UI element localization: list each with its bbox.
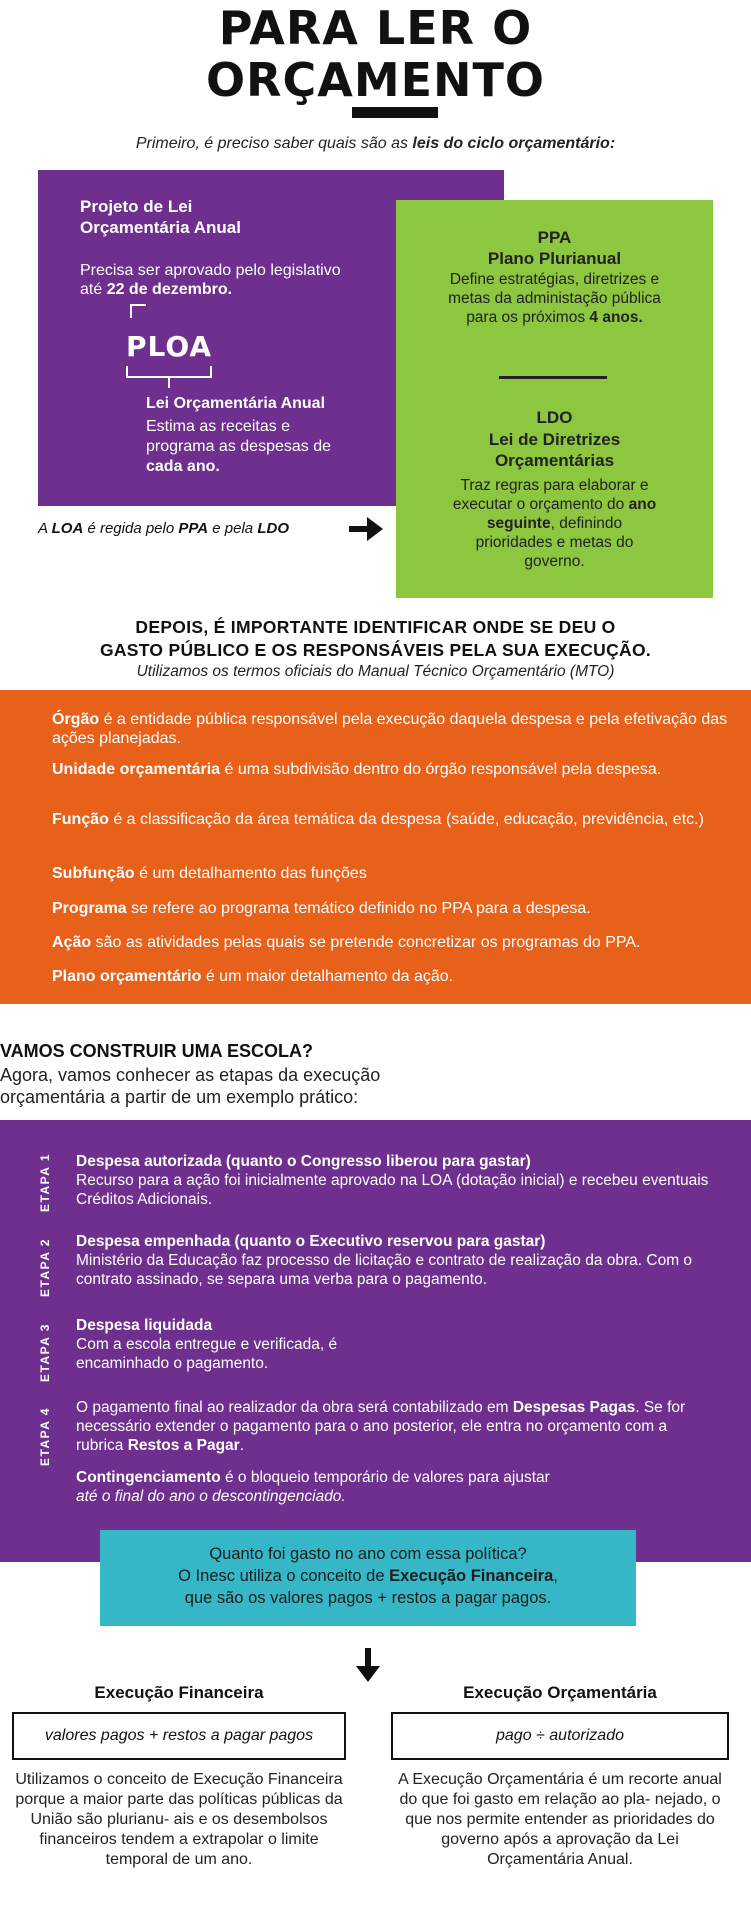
financeira-title: Execução Financeira bbox=[94, 1683, 264, 1702]
bracket-connector bbox=[126, 366, 212, 378]
ploa-description: Precisa ser aprovado pelo legislativo até 22 de dezembro. bbox=[80, 262, 341, 298]
definitions-box bbox=[0, 690, 751, 1004]
definition-item: Função é a classificação da área temática da despesa (saúde, educação, previdência, etc.) bbox=[52, 811, 704, 828]
page-title-line1: PARA LER O bbox=[218, 1, 533, 55]
contingenciamento-note: Contingenciamento é o bloqueio temporário de valores para ajustar até o final do ano o descontingenciado. bbox=[76, 1469, 550, 1505]
etapa-label: ETAPA 1 bbox=[38, 1153, 52, 1212]
ppa-name: Plano Plurianual bbox=[487, 249, 622, 268]
loa-note: A LOA é regida pelo PPA e pela LDO bbox=[38, 520, 289, 537]
arrow-down-icon bbox=[356, 1648, 380, 1682]
section-subtitle: Utilizamos os termos oficiais do Manual Técnico Orçamentário (MTO) bbox=[136, 663, 615, 680]
orcamentaria-description: A Execução Orçamentária é um recorte anual do que foi gasto em relação ao pla- nejado, o que nos permite entender as prioridades do governo após a aprovação da Lei Orçamentária Anual. bbox=[398, 1771, 722, 1868]
loa-description: Estima as receitas e programa as despesas de cada ano. bbox=[146, 418, 331, 475]
school-title: VAMOS CONSTRUIR UMA ESCOLA? bbox=[0, 1041, 313, 1061]
arrow-right-icon bbox=[349, 517, 383, 541]
ppa-description: Define estratégias, diretrizes e metas da administação pública para os próximos 4 anos. bbox=[448, 271, 661, 326]
etapa-label: ETAPA 4 bbox=[38, 1407, 52, 1466]
etapa-item: Despesa empenhada (quanto o Executivo reservou para gastar) Ministério da Educação faz processo de licitação e contrato de realização da obra. Com o contrato assinado, se separa uma verba para o pagamento. bbox=[76, 1233, 693, 1288]
definition-item: Plano orçamentário é um maior detalhamento da ação. bbox=[52, 968, 454, 985]
divider bbox=[499, 376, 607, 379]
etapa-item: Despesa liquidada Com a escola entregue e verificada, é encaminhado o pagamento. bbox=[76, 1317, 338, 1372]
definition-item: Unidade orçamentária é uma subdivisão dentro do órgão responsável pela despesa. bbox=[52, 761, 662, 778]
ploa-title: Projeto de Lei Orçamentária Anual bbox=[80, 197, 241, 237]
page-title bbox=[0, 2, 751, 106]
intro-text: Primeiro, é preciso saber quais são as leis do ciclo orçamentário: bbox=[135, 135, 616, 152]
bracket-connector bbox=[168, 378, 170, 388]
execucao-callout: Quanto foi gasto no ano com essa política? O Inesc utiliza o conceito de Execução Financeira, que são os valores pagos + restos a pagar pagos. bbox=[100, 1530, 636, 1626]
ploa-acronym: PLOA bbox=[126, 330, 213, 363]
financeira-description: Utilizamos o conceito de Execução Financeira porque a maior parte das políticas públicas da União são plurianu- ais e os desembolsos financeiros tendem a extrapolar o limite temporal de um ano. bbox=[15, 1771, 343, 1868]
orcamentaria-title: Execução Orçamentária bbox=[463, 1683, 657, 1702]
ppa-ldo-box bbox=[396, 200, 713, 598]
ldo-name: Lei de Diretrizes Orçamentárias bbox=[488, 430, 621, 470]
financeira-formula: valores pagos + restos a pagar pagos bbox=[12, 1712, 346, 1760]
ldo-description: Traz regras para elaborar e executar o orçamento do ano seguinte, definindo prioridades e metas do governo. bbox=[452, 477, 657, 570]
orcamentaria-formula: pago ÷ autorizado bbox=[391, 1712, 729, 1760]
page-title-line2: ORÇAMENTO bbox=[205, 53, 546, 107]
etapa-label: ETAPA 3 bbox=[38, 1323, 52, 1382]
ppa-acronym: PPA bbox=[537, 228, 572, 247]
bracket-connector bbox=[130, 304, 146, 318]
etapa-item: O pagamento final ao realizador da obra será contabilizado em Despesas Pagas. Se for necessário extender o pagamento para o ano posterior, ele entra no orçamento com a rubrica Restos a Pagar. bbox=[76, 1399, 686, 1454]
definition-item: Ação são as atividades pelas quais se pretende concretizar os programas do PPA. bbox=[52, 934, 641, 951]
definition-item: Subfunção é um detalhamento das funções bbox=[52, 865, 367, 882]
etapa-item: Despesa autorizada (quanto o Congresso liberou para gastar) Recurso para a ação foi inicialmente aprovado na LOA (dotação inicial) e recebeu eventuais Créditos Adicionais. bbox=[76, 1153, 709, 1208]
definition-item: Programa se refere ao programa temático definido no PPA para a despesa. bbox=[52, 900, 591, 917]
ldo-acronym: LDO bbox=[536, 408, 573, 427]
school-subtitle: Agora, vamos conhecer as etapas da execução orçamentária a partir de um exemplo prático: bbox=[0, 1065, 381, 1107]
loa-title: Lei Orçamentária Anual bbox=[146, 395, 326, 412]
section-title: DEPOIS, É IMPORTANTE IDENTIFICAR ONDE SE DEU O GASTO PÚBLICO E OS RESPONSÁVEIS PELA SUA EXECUÇÃO. bbox=[99, 617, 652, 660]
title-underline bbox=[352, 107, 438, 118]
etapa-label: ETAPA 2 bbox=[38, 1238, 52, 1297]
definition-item: Órgão é a entidade pública responsável pela execução daquela despesa e pela efetivação das ações planejadas. bbox=[52, 711, 728, 747]
etapas-box bbox=[0, 1120, 751, 1562]
